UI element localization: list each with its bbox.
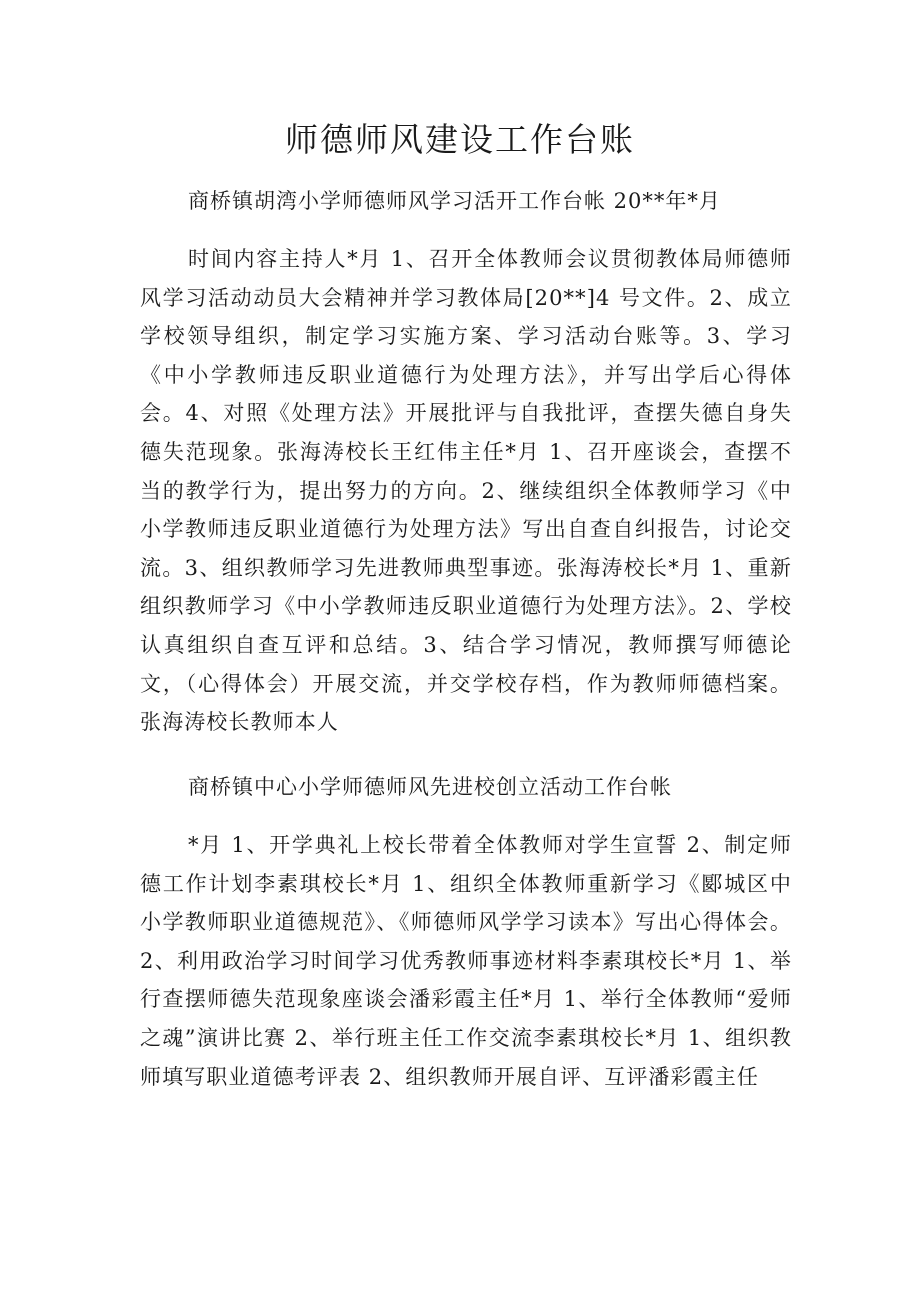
section-heading-huwan: 商桥镇胡湾小学师德师风学习活开工作台帐 20**年*月	[188, 189, 721, 213]
document-title: 师德师风建设工作台账	[285, 120, 635, 159]
section-body-huwan: 时间内容主持人*月 1、召开全体教师会议贯彻教体局师德师风学习活动动员大会精神并学习教体局[20**]4 号文件。2、成立学校领导组织，制定学习实施方案、学习活动台账等。3、学习《中小学教师违反职业道德行为处理方法》，并写出学后心得体会。4、对照《处理方法》开展批评与自我批评，查摆失德自身失德失范现象。张海涛校长王红伟主任*月 1、召开座谈会，查摆不当的教学行为，提出努力的方向。2、继续组织全体教师学习《中小学教师违反职业道德行为处理方法》写出自查自纠报告，讨论交流。3、组织教师学习先进教师典型事迹。张海涛校长*月 1、重新组织教师学习《中小学教师违反职业道德行为处理方法》。2、学校认真组织自查互评和总结。3、结合学习情况，教师撰写师德论文，（心得体会）开展交流，并交学校存档，作为教师师德档案。张海涛校长教师本人	[140, 247, 792, 735]
section-heading-central: 商桥镇中心小学师德师风先进校创立活动工作台帐	[188, 775, 672, 799]
section-body-central: *月 1、开学典礼上校长带着全体教师对学生宣誓 2、制定师德工作计划李素琪校长*月 1、组织全体教师重新学习《郾城区中小学教师职业道德规范》、《师德师风学学习读本》写出心得体会。2、利用政治学习时间学习优秀教师事迹材料李素琪校长*月 1、举行查摆师德失范现象座谈会潘彩霞主任*月 1、举行全体教师“爱师之魂”演讲比赛 2、举行班主任工作交流李素琪校长*月 1、组织教师填写职业道德考评表 2、组织教师开展自评、互评潘彩霞主任	[140, 833, 792, 1089]
